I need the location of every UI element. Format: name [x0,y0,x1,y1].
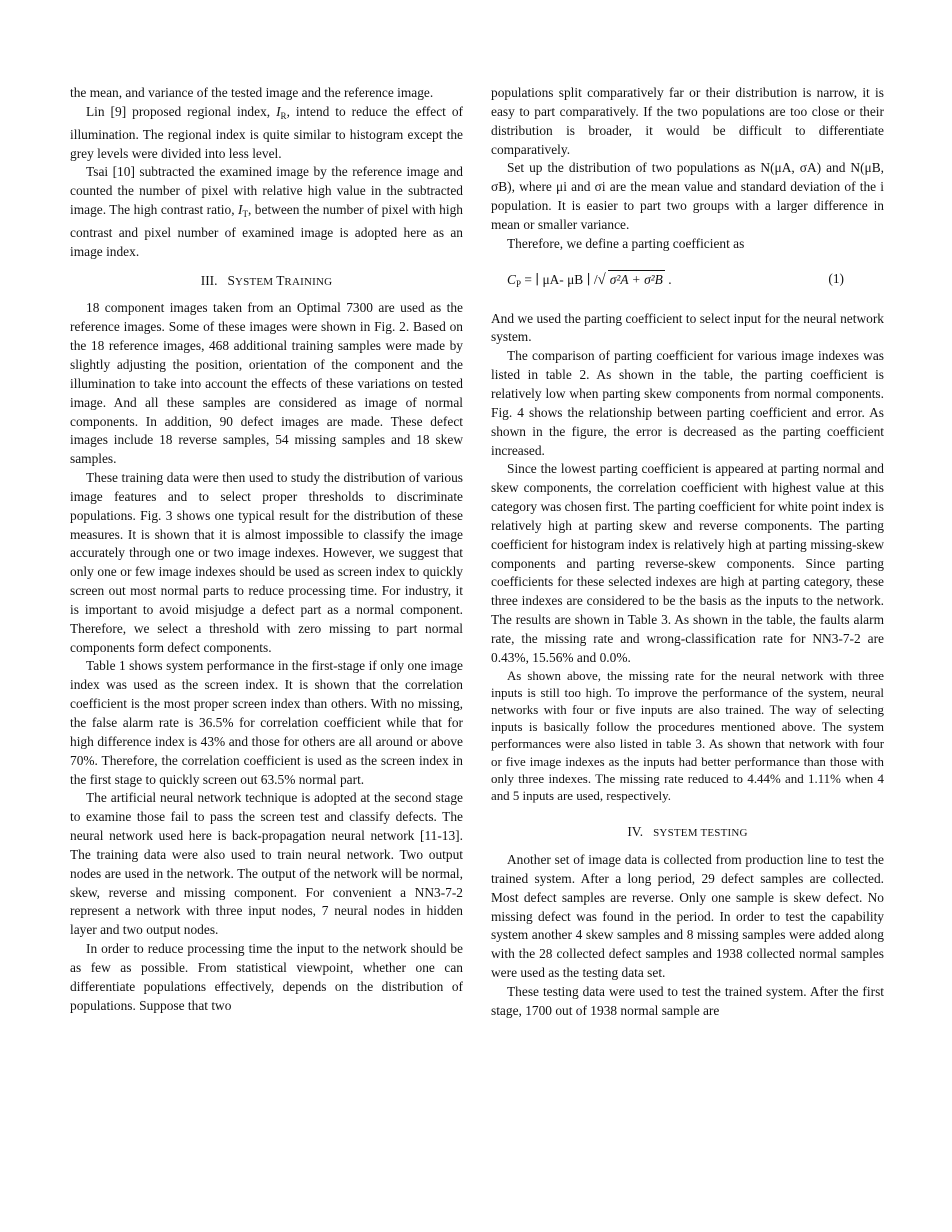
paragraph-lin-regional-index: Lin [9] proposed regional index, $I_R$, intend to reduce the effect of illumination. The regional index is quite similar to histogram except the grey levels were divided into less level. [70,103,463,161]
paragraph-define-coefficient: Therefore, we define a parting coefficient as [507,235,745,251]
paragraph-continuation: the mean, and variance of the tested image and the reference image. [70,85,434,100]
section-heading-system-testing: IV. SYSTEM TESTING [627,824,748,840]
section-heading-system-training: III. SYSTEM TRAINING [200,272,333,288]
paragraph-population-distribution: Set up the distribution of two populations as N(μA, σA) and N(μB, σB), where μi and σi are the mean value and standard deviation of the i population. It is easier to part two groups with a larger difference in mean or smaller variance. [491,160,884,232]
paragraph-tsai-contrast-ratio: Tsai [10] subtracted the examined image by the reference image and counted the number of pixel with relative high value in the subtracted image. The high contrast ratio, $I_T$, between the number of pixel with high contrast and pixel number of examined image is adopted here as an image index. [70,164,463,259]
paragraph-first-stage-performance: Table 1 shows system performance in the first-stage if only one image index was used as the screen index. It is shown that the correlation coefficient is the most proper screen index than others. With no missing, the false alarm rate is 36.5% for correlation coefficient while that for high difference index is 43% and those for others are all around or above 70%. Therefore, the correlation coefficient is used as the screen index in the first stage to quickly screen out 63.5% normal part. [70,658,463,787]
equation-number: (1) [828,270,844,286]
paragraph-processing-time: In order to reduce processing time the input to the network should be as few as possible. From statistical viewpoint, whether one can differentiate populations effectively, depends on the distribution of populations. Suppose that two [70,941,463,1013]
paragraph-comparison: The comparison of parting coefficient for various image indexes was listed in table 2. As shown in the table, the parting coefficient is relatively low when parting skew components from normal components. Fig. 4 shows the relationship between parting coefficient and error. As shown in the figure, the error is decreased as the parting coefficient increased. [491,348,884,458]
left-column [70,84,463,1016]
paragraph-lowest-coefficient: Since the lowest parting coefficient is appeared at parting normal and skew components, the correlation coefficient with highest value at this category was chosen first. The parting coefficient for white point index is relatively high at parting skew and reverse components. The parting coefficient for histogram index is relatively high at parting missing-skew components and parting reverse-skew components. Since parting coefficients for these selected indexes are high at parting category, these three indexes are considered to be the basis as the inputs to the network. The results are shown in Table 3. As shown in the table, the faults alarm rate, the missing rate and wrong-classification rate for NN3-7-2 are 0.43%, 15.56% and 0.0%. [491,461,884,665]
paragraph-reference-images: 18 component images taken from an Optimal 7300 are used as the reference images. Some of these images were shown in Fig. 2. Based on the 18 reference images, 468 additional training samples were made by slightly adjusting the position, orientation of the component and the illumination to take into account the effects of these variations on tested image. And all these samples are considered as image of normal components. In addition, 90 defect images are made. These defect images include 18 reverse samples, 54 missing samples and 18 skew samples. [70,300,463,467]
paragraph-testing-data: Another set of image data is collected from production line to test the trained system. After a long period, 29 defect samples are collected. Most defect samples are reverse. Only one sample is skew defect. No missing defect was found in the period. In order to test the capability system another 4 skew samples and 8 missing samples were added along with the 28 collected defect samples and 1938 collected normal samples were used as the testing data set. [491,852,884,981]
paragraph-testing-results: These testing data were used to test the trained system. After the first stage, 1700 out of 1938 normal sample are [491,984,884,1018]
paragraph-training-distribution: These training data were then used to study the distribution of various image features and to select proper thresholds to discriminate populations. Fig. 3 shows one typical result for the distribution of these measures. It is shown that it is almost impossible to classify the image accurately through one or two image indexes. However, we suggest that only one or few image indexes should be used as screen index to quickly screen out most normal parts to reduce processing time. For industry, it is important to avoid misjudge a defect part as a normal component. Therefore, we select a threshold with zero missing to part normal components form defect components. [70,470,463,655]
sqrt-symbol: √ [597,271,606,288]
paragraph-neural-network: The artificial neural network technique is adopted at the second stage to examine those fail to pass the screen test and classify defects. The neural network used here is back-propagation neural network [11-13]. The training data were also used to train neural network. Two output nodes are used in the network. The output of the network will be normal, skew, reverse and missing component. For convenient a NN3-7-2 represent a network with three input nodes, 7 neural nodes in hidden layer and two output nodes. [70,790,463,938]
paragraph-continuation: populations split comparatively far or their distribution is narrow, it is easy to part comparatively. If the two populations are too close or their distribution is broader, it would be difficult to differentiate comparatively. [491,85,884,157]
equation-parting-coefficient: $C_P$ = ∣ μA- μB ∣ /√ σ²A + σ²B . (1) [507,270,844,289]
paragraph-four-five-inputs: As shown above, the missing rate for the neural network with three inputs is still too high. To improve the performance of the system, neural networks with four or five inputs are also trained. The way of selecting inputs is basically follow the procedures mentioned above. The system performances were also listed in table 3. As shown that network with four or five image indexes as the inputs had better performance than those with only three indexes. The missing rate reduced to 4.44% and 1.11% when 4 and 5 inputs are used, respectively. [491,668,884,804]
right-column [491,84,884,1021]
paragraph-select-input: And we used the parting coefficient to select input for the neural network system. [491,310,884,345]
